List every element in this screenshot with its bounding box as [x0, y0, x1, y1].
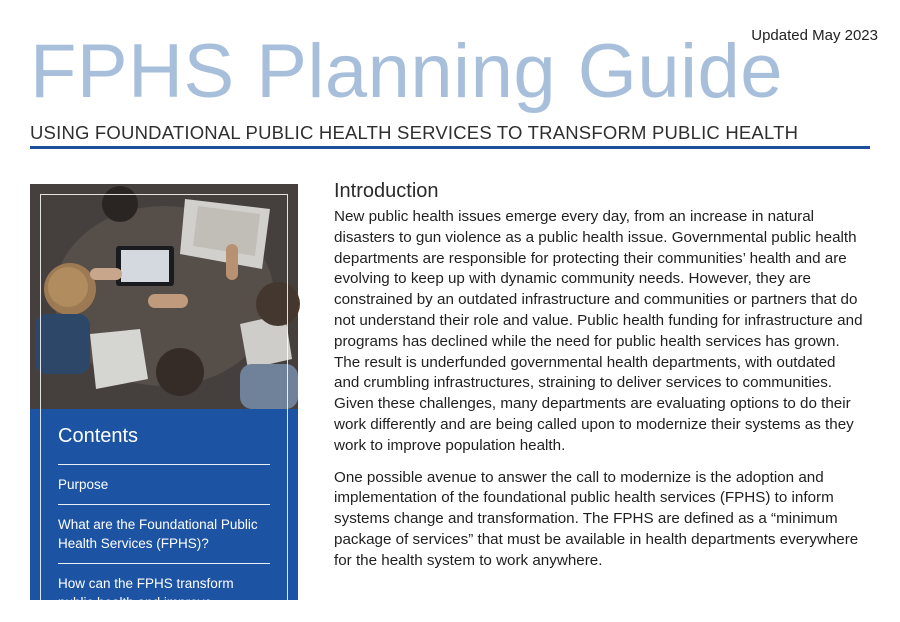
document-subtitle: USING FOUNDATIONAL PUBLIC HEALTH SERVICES TO TRANSFORM PUBLIC HEALTH [30, 122, 799, 143]
toc-item-how-can-fphs-transform[interactable]: How can the FPHS transform public health and improve [58, 563, 270, 622]
contents-title: Contents [58, 425, 139, 447]
document-title: FPHS Planning Guide [30, 29, 784, 114]
section-heading-introduction: Introduction [334, 180, 439, 202]
title-rule [30, 146, 870, 149]
team-photo-illustration [30, 184, 298, 409]
updated-date: Updated May 2023 [751, 27, 878, 44]
team-photo [30, 184, 298, 409]
intro-paragraph-2: One possible avenue to answer the call to modernize is the adoption and implementation of the foundational public health services (FPHS) to inform systems change and transformation. The FPHS are defined as a “minimum package of services” that must be available in health departments everywhere for the health system to work anywhere. [334, 468, 859, 569]
main-content [334, 180, 864, 583]
intro-paragraph-1: New public health issues emerge every day, from an increase in natural disasters to gun violence as a public health issue. Governmental public health departments are responsible for protecting their communities’ health and are evolving to keep up with dynamic community needs. However, they are constrained by an outdated infrastructure and communities or partners that do not understand their role and value. Public health funding for infrastructure and programs has declined while the need for public health services has grown. The result is underfunded governmental health departments, with outdated and crumbling infrastructures, straining to deliver services to communities. Given these challenges, many departments are evaluating options to do their work differently and are being called upon to modernize their systems as they work to improve population health. [334, 208, 863, 454]
contents-list [58, 464, 270, 622]
toc-item-what-are-fphs[interactable]: What are the Foundational Public Health Services (FPHS)? [58, 504, 270, 563]
contents-sidebar [30, 184, 298, 610]
toc-item-purpose[interactable]: Purpose [58, 464, 270, 504]
